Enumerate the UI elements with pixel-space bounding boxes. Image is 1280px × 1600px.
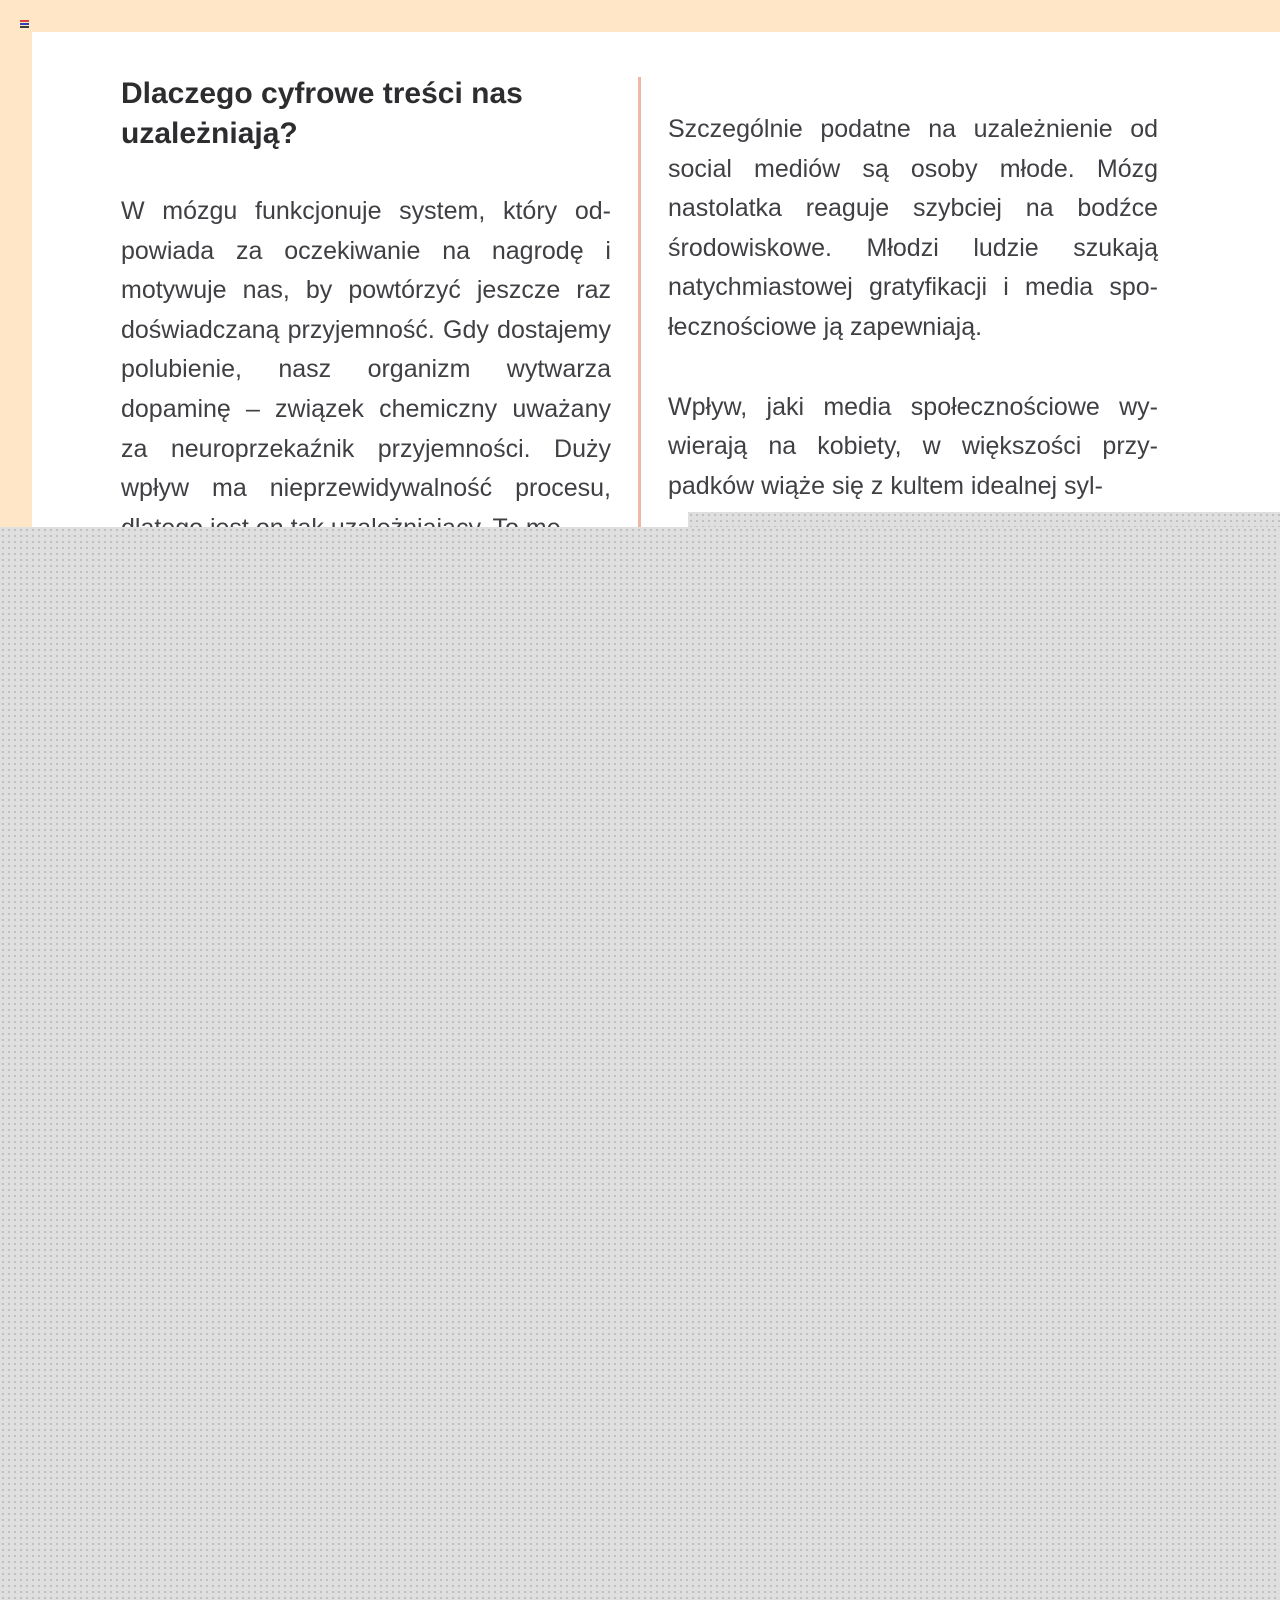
menu-icon-bar: [20, 26, 29, 28]
right-paragraph-2: Wpływ, jaki media społecznościowe wywierają na kobiety, w większości przypadków wiąże się z kultem idealnej syl-: [668, 392, 1158, 500]
unloaded-region-overlay: [0, 527, 1280, 1600]
left-column: [121, 74, 611, 548]
right-paragraph-1: Szczególnie podatne na uzależnienie od social mediów są osoby młode. Mózg nastolatka reaguje szybciej na bodźce środowiskowe. Młodzi ludzie szukają natychmiastowej gratyfikacji i media społecznościowe ją zapewniają.: [668, 115, 1158, 341]
hamburger-menu-icon[interactable]: [20, 20, 29, 27]
article-title: Dlaczego cyfrowe treści nas uzależniają?: [121, 77, 523, 150]
left-paragraph: W mózgu funkcjonuje system, który odpowiada za oczekiwanie na nagrodę i motywuje nas, by powtórzyć jeszcze raz doświadczaną przyjemność. Gdy dostajemy polubienie, nasz organizm wytwarza dopaminę – związek chemiczny uważany za neuroprzekaźnik przyjemności. Duży wpływ ma nieprzewidywalność procesu,: [121, 197, 611, 503]
menu-icon-bar: [20, 23, 29, 25]
right-column: [668, 110, 1158, 506]
column-divider: [638, 77, 641, 557]
menu-icon-bar: [20, 20, 29, 22]
